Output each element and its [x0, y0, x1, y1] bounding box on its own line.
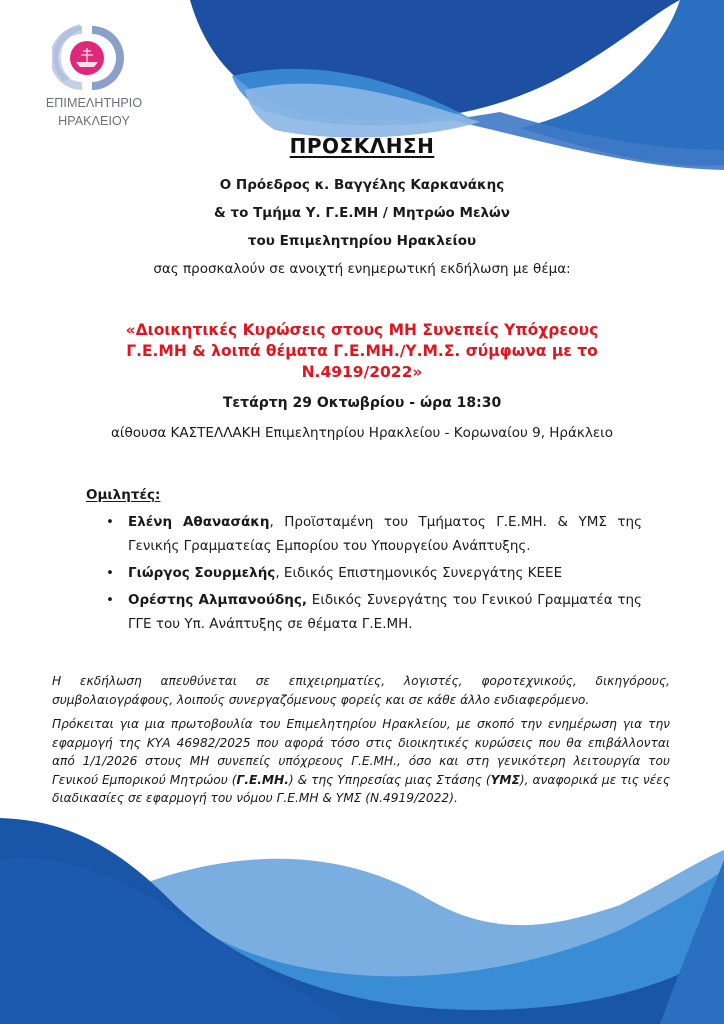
bullet-icon: •	[106, 514, 114, 530]
logo-text-line1: ΕΠΙΜΕΛΗΤΗΡΙΟ	[45, 96, 143, 110]
speaker-role: Προϊσταμένη του Τμήματος Γ.Ε.ΜΗ. & ΥΜΣ της Γενικής Γραμματείας Εμπορίου του Υπουργείου Ανάπτυξης.	[128, 514, 642, 554]
host-line-3: του Επιμελητηρίου Ηρακλείου	[247, 233, 477, 249]
bullet-icon: •	[106, 565, 114, 581]
speaker-role: Ειδικός Συνεργάτης του Γενικού Γραμματέα της ΓΓΕ του Υπ. Ανάπτυξης σε θέματα Γ.Ε.ΜΗ.	[128, 592, 642, 632]
chamber-logo	[44, 22, 144, 130]
initiative-text-2: ) & της Υπηρεσίας μιας Στάσης (	[288, 772, 491, 787]
topic-line-2: Γ.Ε.ΜΗ & λοιπά θέματα Γ.Ε.ΜΗ./Υ.Μ.Σ. σύμφωνα με το	[126, 342, 598, 360]
speaker-name: Ορέστης Αλμπανούδης,	[128, 592, 308, 608]
speaker-item	[104, 510, 642, 558]
speaker-sep: ,	[269, 514, 274, 530]
speaker-name: Ελένη Αθανασάκη	[128, 514, 270, 530]
topic-line-1: «Διοικητικές Κυρώσεις στους ΜΗ Συνεπείς Υπόχρεους	[125, 321, 599, 339]
host-line-2: & το Τμήμα Υ. Γ.Ε.ΜΗ / Μητρώο Μελών	[214, 205, 510, 221]
speaker-name: Γιώργος Σουρμελής	[128, 565, 276, 581]
page-title	[0, 134, 724, 158]
audience-paragraph: Η εκδήλωση απευθύνεται σε επιχειρηματίες, λογιστές, φοροτεχνικούς, δικηγόρους, συμβολαιογράφους, λοιπούς συνεργαζόμενους φορείς και σε κάθε άλλο ενδιαφερόμενο.	[52, 674, 670, 707]
host-line-1: Ο Πρόεδρος κ. Βαγγέλης Καρκανάκης	[219, 177, 505, 193]
speaker-item	[104, 561, 642, 585]
invitation-line: σας προσκαλούν σε ανοιχτή ενημερωτική εκδήλωση με θέμα:	[153, 261, 571, 277]
title-text: ΠΡΟΣΚΛΗΣΗ	[289, 134, 435, 158]
speaker-sep: ,	[275, 565, 280, 581]
speakers-heading: Ομιλητές:	[86, 487, 161, 503]
bullet-icon: •	[106, 592, 114, 608]
initiative-text-3: ), αναφορικά με τις νέες διαδικασίες σε εφαρμογή του νόμου Γ.Ε.ΜΗ & ΥΜΣ (Ν.4919/2022).	[52, 772, 670, 805]
logo-text-line2: ΗΡΑΚΛΕΙΟΥ	[58, 114, 130, 128]
initiative-paragraph	[52, 715, 670, 808]
event-venue: αίθουσα ΚΑΣΤΕΛΛΑΚΗ Επιμελητηρίου Ηρακλείου - Κορωναίου 9, Ηράκλειο	[111, 425, 613, 441]
topic-line-3: Ν.4919/2022»	[301, 363, 423, 381]
initiative-bold-gemi: Γ.Ε.ΜΗ.	[236, 772, 289, 787]
initiative-bold-yms: ΥΜΣ	[490, 772, 520, 787]
speaker-item	[104, 588, 642, 636]
speakers-list	[104, 510, 642, 639]
initiative-text-1: Πρόκειται για μια πρωτοβουλία του Επιμελητηρίου Ηρακλείου, με σκοπό την ενημέρωση για την εφαρμογή της ΚΥΑ 46982/2025 που αφορά τόσο στις διοικητικές κυρώσεις που θα επιβάλλονται από 1/1/2026 στους ΜΗ συνεπείς υπόχρεους Γ.Ε.ΜΗ., όσο και στη γενικότερη λειτουργία του Γενικού Εμπορικού Μητρώου (	[52, 717, 670, 787]
speaker-role: Ειδικός Επιστημονικός Συνεργάτης ΚΕΕΕ	[279, 565, 563, 581]
chamber-emblem-icon	[52, 22, 124, 94]
event-datetime: Τετάρτη 29 Οκτωβρίου - ώρα 18:30	[222, 395, 502, 411]
